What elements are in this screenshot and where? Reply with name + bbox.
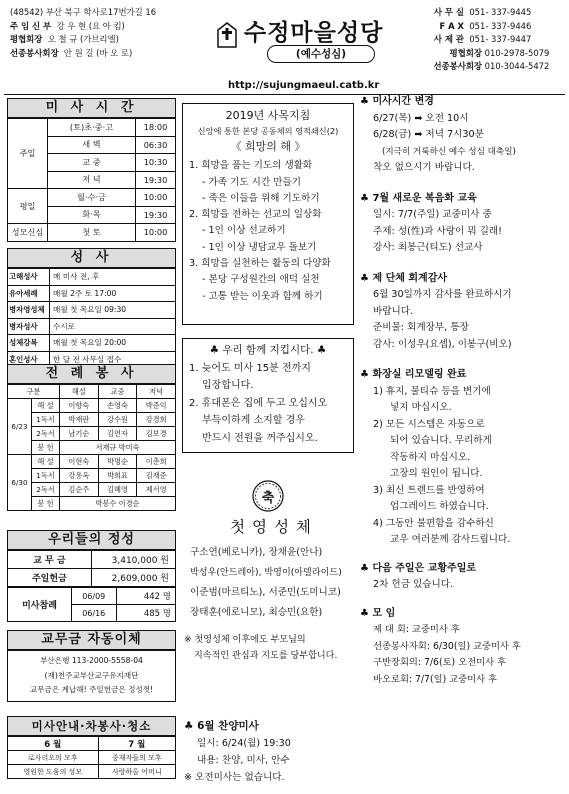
- list-item: 1. 늦어도 미사 15분 전까지: [189, 362, 311, 374]
- auto-transfer-section: [7, 630, 176, 702]
- notice-audit: ♣ 제 단체 회계감사 6월 30일까지 감사를 완료하시기 바랍니다. 준비물: 회계장부, 통장 감사: 이성우(요셉), 이봉구(비오): [360, 272, 512, 350]
- first-communion-list: [190, 543, 365, 623]
- praise-mass-section: [184, 718, 362, 786]
- rules-list: [183, 360, 353, 448]
- table-row: 화·목 19:30: [8, 206, 176, 224]
- table-row: 미사참례 06/09 442 명: [8, 588, 176, 605]
- list-item: 구소연(베로니카), 장채윤(안나): [190, 547, 323, 558]
- praise-mass-content: 내용: 찬양, 미사, 안수: [197, 755, 290, 766]
- list-item: 박성우(안드레아), 박영이(아델라이드): [190, 568, 342, 578]
- table-row: 새 벽 06:30: [8, 136, 176, 154]
- mass-times-title: 미 사 시 간: [7, 98, 176, 118]
- offering-section: [7, 530, 176, 622]
- parish-info: [10, 6, 210, 60]
- list-item: 3. 희망을 실천하는 활동의 다양화: [189, 258, 331, 270]
- praise-mass-note: ※ 오전미사는 없습니다.: [184, 772, 285, 783]
- sacraments-title: 성 사: [7, 248, 176, 268]
- table-row: 고해성사 매 미사 전, 후: [8, 269, 176, 286]
- staff-priest: 주 임 신 부 강 우 현 (요 아 킴): [10, 20, 125, 31]
- contact-funeral: 선종봉사회장 010-3044-5472: [433, 61, 550, 71]
- list-item: 부득이하게 소지할 경우: [202, 415, 305, 426]
- table-row: 주일 (토)초·중·고 18:00: [8, 119, 176, 137]
- contact-office: 사 무 실 051- 337-9445: [433, 7, 532, 17]
- praise-mass-title: ♣ 6월 찬양미사: [184, 720, 259, 732]
- account-holder: (재)천주교부산교구유지재단: [44, 670, 139, 680]
- table-row: 주일헌금 2,609,000 원: [8, 569, 176, 587]
- notice-meetings: ♣ 모 임 제 대 회: 교중미사 후 선종봉사자회: 6/30(일) 교중미사 후 구반장회의: 7/6(토) 오전미사 후 바오로회: 7/7(일) 교중미사 후: [360, 607, 521, 685]
- account-note: 교무금은 계납해! 주일헌금은 정성껏!: [29, 685, 154, 694]
- pastoral-guideline-box: [182, 103, 354, 325]
- parish-title: 수정마을성당: [244, 20, 384, 46]
- celebration-badge-label: 축: [261, 491, 275, 506]
- list-item: 이준범(마르티노), 서준민(도미니코): [190, 587, 341, 598]
- table-row: 성체강복 매월 첫 목요일 20:00: [8, 335, 176, 352]
- church-logo-icon: [216, 22, 238, 48]
- contact-rectory: 사 제 관 051- 337-9447: [433, 34, 532, 44]
- table-row: 성모신심 첫 토 10:00: [8, 224, 176, 242]
- table-row: 로사리오의 모후 중재자들의 모후: [8, 751, 176, 765]
- table-row: 봉 헌 박봉수 이경순: [8, 497, 176, 511]
- sacraments-table: [7, 268, 176, 368]
- table-row: 봉 헌 서재규 박미숙: [8, 441, 176, 455]
- list-item: 반드시 전원을 꺼주십시오.: [202, 432, 318, 444]
- list-item: - 1인 이상 선교하기: [202, 225, 286, 237]
- table-row: 6/30 해 설 이현숙 박명순 이춘희: [8, 455, 176, 469]
- liturgy-service-table: [7, 384, 176, 511]
- table-row: 2독서 남기순 김연자 김보경: [8, 427, 176, 441]
- parish-subtitle: (예수성심): [267, 45, 375, 63]
- first-communion-title: 첫 영 성 체: [230, 518, 312, 536]
- table-row: 병자영성체 매월 첫 목요일 09:30: [8, 302, 176, 319]
- table-row: 병자성사 수시로: [8, 318, 176, 335]
- contact-info: [400, 6, 565, 74]
- attendance-table: [7, 587, 176, 622]
- rules-box: [182, 338, 354, 453]
- table-row: 06/16 485 명: [8, 605, 176, 622]
- table-row: 6/23 해 설 이향숙 손영숙 박준익: [8, 399, 176, 413]
- table-header-row: 6 월 7 월: [8, 737, 176, 751]
- table-row: 1독서 박재판 강수원 강경희: [8, 413, 176, 427]
- guideline-subtitle: 신앙에 통한 본당 공동체의 영적쇄신(2): [197, 126, 339, 137]
- table-row: 평일 월·수·금 10:00: [8, 189, 176, 207]
- bank-account: 부산은행 113-2000-5558-04: [40, 656, 143, 665]
- table-row: 2독서 김순주 김혜영 제서영: [8, 483, 176, 497]
- sacraments-section: [7, 248, 176, 368]
- list-item: - 1인 이상 냉담교우 돌보기: [202, 241, 317, 253]
- guideline-list: [183, 158, 353, 305]
- praise-mass-time: 일시: 6/24(월) 19:30: [197, 738, 291, 749]
- rules-title: ♣ 우리 함께 지킵시다. ♣: [209, 344, 327, 356]
- celebration-badge-icon: [252, 480, 284, 512]
- staff-funeral: 선종봉사회장 안 원 길 (바 오 로): [10, 47, 133, 58]
- table-row: 교 무 금 3,410,000 원: [8, 551, 176, 569]
- table-row: 교 중 10:30: [8, 154, 176, 172]
- auto-transfer-box: [7, 650, 176, 702]
- contact-fax: F A X 051- 337-9446: [439, 20, 532, 31]
- list-item: 장태훈(에로니모), 최승민(요한): [190, 607, 323, 618]
- list-item: 2. 휴대폰은 집에 두고 오십시오: [189, 397, 328, 409]
- staff-chair: 평협회장 오 철 규 (가브리엘): [10, 34, 119, 44]
- table-header-row: 구분 해설 교중 저녁: [8, 385, 176, 399]
- notice-papal-sunday: ♣ 다음 주일은 교황주일로 2차 헌금 있습니다.: [360, 562, 477, 590]
- mass-guide-table: [7, 736, 176, 779]
- list-item: - 가족 기도 시간 만들기: [202, 176, 302, 188]
- mass-times-table: [7, 118, 176, 242]
- list-item: - 본당 구성원간의 애덕 실천: [202, 274, 320, 286]
- announcements-column: [360, 94, 565, 688]
- contact-chair: 평협회장 010-2978-5079: [449, 47, 550, 58]
- notice-mass-change: ♣ 미사시간 변경 6/27(목) ➡ 오전 10시 6/28(금) ➡ 저녁 7시30분 (지극히 거룩하신 예수 성심 대축일) 착오 없으시기 바랍니다.: [360, 96, 516, 173]
- guideline-year: 《 희망의 해 》: [230, 140, 306, 154]
- auto-transfer-title: 교무금 자동이체: [7, 630, 176, 650]
- table-row: 1독서 강용옥 박희표 김재준: [8, 469, 176, 483]
- offering-title: 우리들의 정성: [7, 530, 176, 550]
- liturgy-service-section: [7, 364, 176, 511]
- list-item: - 고통 받는 이웃과 함께 하기: [202, 290, 323, 302]
- address: (48542) 부산 북구 학사로17번가길 16: [10, 7, 157, 17]
- notice-restroom: ♣ 화장실 리모델링 완료 1) 휴지, 물티슈 등을 변기에 넣지 마십시오. 2) 모든 시스템은 자동으로 되어 있습니다. 무리하게 작동하지 마십시오. 고장의 원인이 됩니다. 3) 최신 트렌드를 반영하여 업그레이드 하였습니다. 4) 그동안 불편함을 감수하신 교우 여러분께 감사드립니다.: [360, 369, 511, 545]
- communion-note: ※ 첫영성체 이후에도 부모님의 지속적인 관심과 지도를 당부합니다.: [184, 635, 338, 661]
- list-item: 1. 희망을 품는 기도의 생활화: [189, 160, 313, 172]
- mass-guide-section: [7, 716, 176, 779]
- table-row: 유아세례 매월 2주 토 17:00: [8, 285, 176, 302]
- liturgy-service-title: 전 례 봉 사: [7, 364, 176, 384]
- notice-evangelization: ♣ 7월 새로운 복음화 교육 일시: 7/7(주일) 교중미사 중 주제: 성(性)과 사랑이 뭐 길래! 강사: 최봉근(티도) 선교사: [360, 192, 503, 253]
- list-item: 2. 희망을 전하는 선교의 일상화: [189, 209, 322, 221]
- offering-table: [7, 550, 176, 587]
- list-item: 입장합니다.: [202, 380, 254, 391]
- parish-url-link[interactable]: http://sujungmaeul.catb.kr: [228, 80, 380, 91]
- table-row: 혼인성사 한 달 전 사무실 접수: [8, 351, 176, 368]
- table-row: 저 녁 19:30: [8, 171, 176, 189]
- mass-times-section: [7, 98, 176, 242]
- table-row: 영원한 도움의 성모 사랑하올 어머니: [8, 765, 176, 779]
- list-item: - 죽은 이들을 위해 기도하기: [202, 192, 320, 204]
- mass-guide-title: 미사안내·차봉사·청소: [7, 716, 176, 736]
- guideline-title: 2019년 사목지침: [225, 109, 311, 122]
